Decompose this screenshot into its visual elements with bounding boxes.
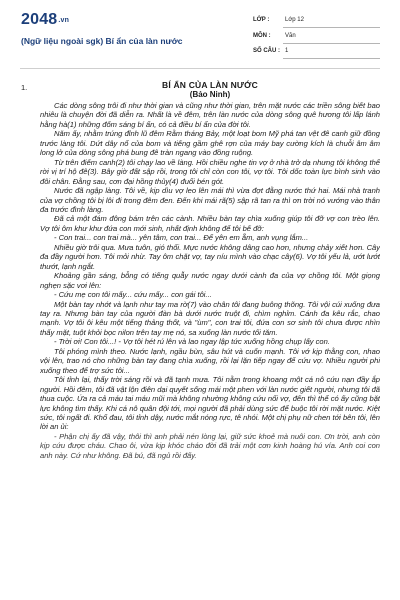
meta-class-row — [253, 14, 380, 28]
header-divider — [20, 68, 380, 69]
paragraph: Tôi phóng mình theo. Nước lạnh, ngầu bùn, sâu hút và cuốn mạnh. Tôi vớ kịp thằng con, nhao vội lên, trao nó cho những bàn tay đang chìa xuống, rồi lại lặn tiếp ngay để cứu vợ. Nhiều người phi xuống theo để trợ sức tôi... — [40, 346, 380, 375]
paragraph: Từ trên điếm canh(2) tôi chạy lao về làng. Hồi chiều nghe tin vợ ở nhà trở dạ nhưng tôi không thể rời vị trí hộ đê(3). Bây giờ đất sập rồi, trong tôi chỉ còn con tôi, vợ tôi. Tôi dốc toàn lực bình sinh vào đôi chân. Đằng sau, cơn đại hồng thủy(4) đuổi bén gót. — [40, 157, 380, 186]
meta-class-label: LỚP : — [253, 17, 270, 23]
paragraph: Một bàn tay nhớt và lạnh như tay ma rờ(7) vào chân tôi đang buông thõng. Tôi vội cúi xuống đưa tay ra. Nhưng bàn tay của người đàn bà dưới nước truột đi, chìm nghỉm. Cánh đa kêu rắc, chao mạnh. Vợ tôi ôi kêu một tiếng thảng thốt, và "ùm", con trai tôi, đứa con sơ sinh tôi chưa được nhìn thấy mặt, tuột khỏi bọc nilon trên tay mẹ nó, sa xuống làn nước tối tăm. — [40, 299, 380, 337]
paragraph: Nước đã ngập làng. Tôi về, kịp dìu vợ leo lên mái thì vừa đợt đằng nước thứ hai. Mái nhà tranh của vợ chồng tôi bị lôi đi trong đêm đen. Đến khi mái rã(5) sập rã tan ra thì ơn trời nó vướng vào thân đa trước đình làng. — [40, 186, 380, 214]
meta-subject-value: Văn — [285, 33, 296, 39]
meta-count-label: SỐ CÂU : — [253, 48, 280, 54]
paragraph: - Phận chị ấy đã vậy, thôi thì anh phải nén lòng lại, giữ sức khoẻ mà nuôi con. Ơn trời, anh còn kịp cứu được cháu. Chao ôi, vừa kịp khóc cháo đời đã trải một cơn kinh hoàng hú vía. Anh coi con anh này. Cứ như không. Đã bú, đã ngủ rồi đấy. — [40, 431, 380, 460]
meta-class-value: Lớp 12 — [285, 17, 304, 23]
paragraph: Đã cả một đám đông bám trên các cành. Nhiều bàn tay chìa xuống giúp tôi đỡ vợ con trèo lên. Vợ tôi ôm khư khư đứa con mới sinh, nhất định không để tôi bế đỡ: — [40, 214, 380, 233]
meta-subject-underline — [283, 43, 380, 44]
passage-title: BÍ ẨN CỦA LÀN NƯỚC — [162, 80, 258, 90]
meta-count-underline — [283, 58, 380, 59]
paragraph: Nhiều giờ trôi qua. Mưa tuôn, gió thổi. Mực nước không dâng cao hơn, nhưng chảy xiết hơn. Cây đa đầy người hơn. Tôi mỏi nhừ. Tay ôm chặt vợ, tay níu mình vào chạc cây(6). Vợ tôi yếu lả, ướt lướt thướt, lạnh ngắt. — [40, 242, 380, 271]
meta-subject-row — [253, 30, 380, 44]
meta-count-row — [253, 45, 380, 59]
paragraph: - Trời ơi! Con tôi...! - Vợ tôi hét rú lên và lao ngay lập tức xuống hồng chụp lấy con. — [54, 337, 330, 347]
paragraph: - Con trai... con trai mà... yên tâm, con trai... Để yên em ẵm, anh vụng lắm... — [54, 233, 309, 243]
meta-count-value: 1 — [285, 48, 289, 54]
paragraph: Các dòng sông trôi đi như thời gian và cũng như thời gian, trên mặt nước các triền sông biết bao nhiêu là chuyện đời đã diễn ra. Nhất là về đêm, trên làn nước của dòng sông quê hương tôi lấp lánh hằng hà(1) những đốm sáng bí ẩn, có cả điều bí ẩn của đời tôi. — [40, 101, 380, 129]
passage-body — [40, 101, 380, 597]
question-number: 1. — [21, 83, 28, 92]
paragraph: Tôi tỉnh lại, thấy trời sáng rồi và đã tạnh mưa. Tôi nằm trong khoang một cá nô cứu nạn đầy ắp người. Hồi đêm, tôi đã vật lộn điên dại quyết sống mái một phen với làn nước giết người, nhưng tôi đã thua cuộc. Ứa ra cả máu tai máu mũi mà không nhường không cứu nổi vợ, đến thì thể có ấy cũng bặt lực không tìm thấy. Khi cá nô quân đội tới, mọi người đã phải dùng sức để buộc tôi rời mặt nước. Kiệt sức, tôi ngất đi. Khổ đau, tôi tỉnh dậy, nước mắt nóng rực, tê nhói. Một chị phụ nữ chen tới bên tôi, lên lời an ủi: — [40, 375, 380, 432]
paragraph: - Cứu mẹ con tôi mấy... cứu mấy... con gái tôi... — [54, 290, 212, 300]
meta-subject-label: MÔN : — [253, 33, 271, 39]
passage-author: (Bảo Ninh) — [189, 90, 231, 99]
site-logo[interactable] — [21, 11, 69, 29]
document-subject: (Ngữ liệu ngoài sgk) Bí ẩn của làn nước — [21, 36, 183, 46]
header — [0, 0, 400, 66]
logo-text: 2048 — [21, 11, 58, 28]
paragraph: Khoảng gần sáng, bỗng có tiếng quẫy nước ngay dưới cành đa của vợ chồng tôi. Một giọng nghẹn sặc vơi lên: — [40, 271, 380, 290]
logo-suffix: .vn — [58, 17, 70, 24]
meta-class-underline — [283, 27, 380, 28]
paragraph: Năm ấy, nhằm trúng đỉnh lũ đêm Rằm tháng Bảy, một loạt bom Mỹ phá tan vệt đê canh giữ đồng trước làng tôi. Dứt dây nổ của bom và tiếng gầm ghê rợn của máy bay cường kích là chuỗi âm âm long lở của dòng sông phá bung đê tràn ngang vào đồng ruộng. — [40, 129, 380, 158]
